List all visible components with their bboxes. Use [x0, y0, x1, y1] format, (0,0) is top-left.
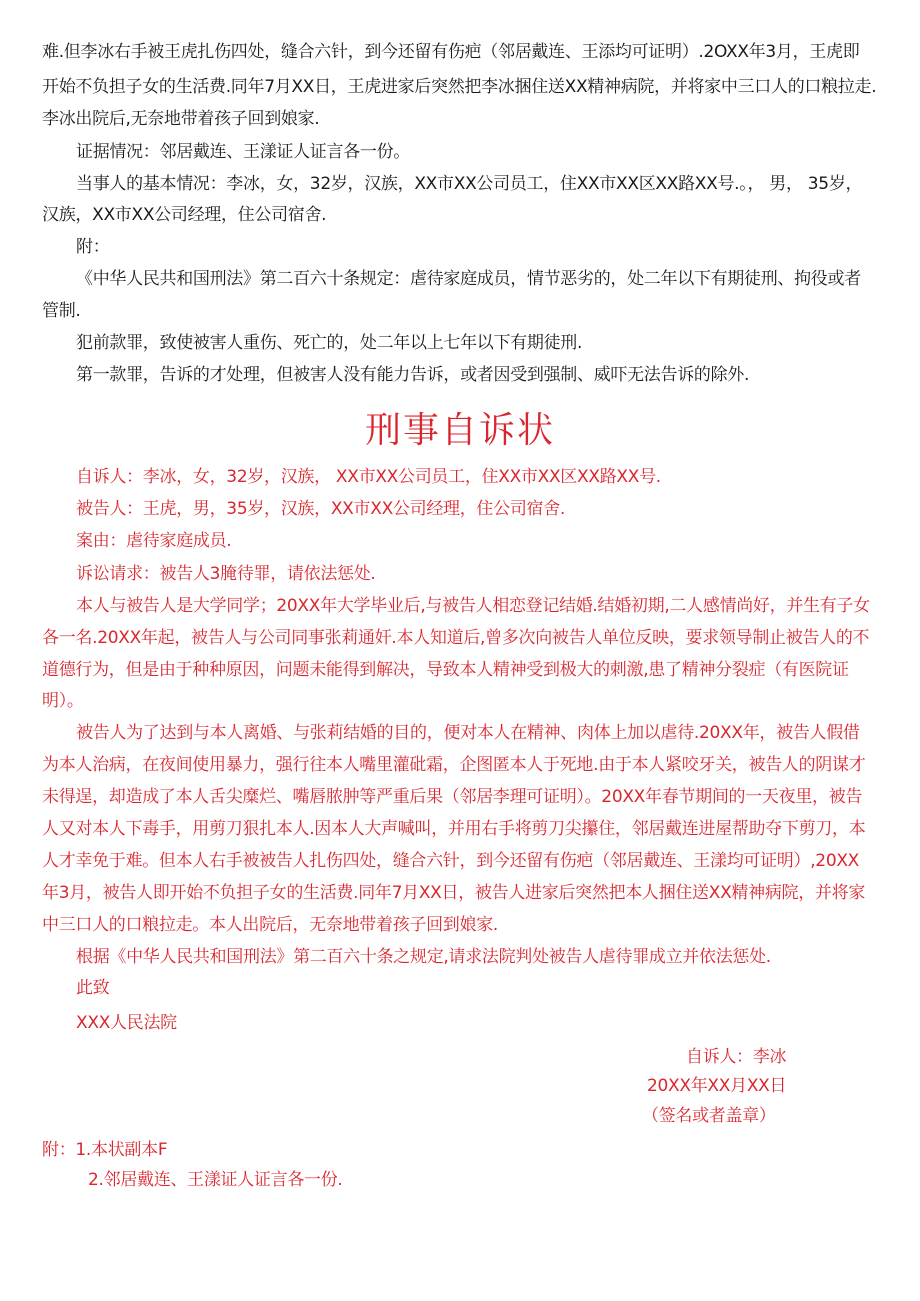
facts-line: 人才幸免于难。但本人右手被被告人扎伤四处，缝合六针，到今还留有伤疤（邻居戴连、王漾均可证明）,20XX [42, 851, 860, 871]
facts-line: 被告人为了达到与本人离婚、与张莉结婚的目的，便对本人在精神、肉体上加以虐待.20XX年，被告人假借 [76, 723, 860, 743]
cause-line: 案由：虐待家庭成员. [76, 531, 232, 551]
claim-line: 诉讼请求：被告人3腌待罪，请依法惩处. [76, 564, 376, 584]
facts-line: 年3月，被告人即开始不负担子女的生活费.同年7月XX日，被告人进家后突然把本人捆住送XX精神病院，并将家 [42, 883, 866, 903]
date-line: 20XX年XX月XX日 [647, 1076, 787, 1096]
facts-line: 各一名.20XX年起，被告人与公司同事张莉通奸.本人知道后,曾多次向被告人单位反映，要求领导制止被告人的不 [42, 628, 870, 648]
facts-line: 明）。 [42, 691, 84, 711]
text-line: 汉族，XX市XX公司经理，住公司宿舍. [42, 205, 327, 225]
appendix-label: 附： [76, 237, 110, 257]
attachment-item: 附：1.本状副本F [42, 1140, 168, 1160]
document-title: 刑事自诉状 [364, 410, 555, 451]
parties-line: 当事人的基本情况：李冰，女，32岁，汉族，XX市XX公司员工，住XX市XX区XX路XX号.。， 男， 35岁， [76, 174, 863, 194]
text-line: 管制. [42, 301, 81, 321]
text-line: 李冰出院后,无奈地带着孩子回到娘家. [42, 109, 320, 129]
text-line: 开始不负担子女的生活费.同年7月XX日，王虎进家后突然把李冰捆住送XX精神病院，并将家中三口人的口粮拉走. [42, 77, 877, 97]
signature-note: （签名或者盖章） [642, 1106, 776, 1126]
court-name: XXX人民法院 [76, 1013, 177, 1033]
law-article-line: 犯前款罪，致使被害人重伤、死亡的，处二年以上七年以下有期徒刑. [76, 333, 583, 353]
facts-line: 本人与被告人是大学同学；20XX年大学毕业后,与被告人相恋登记结婚.结婚初期,二人感情尚好，并生有子女 [76, 596, 870, 616]
signer-line: 自诉人：李冰 [686, 1047, 787, 1067]
text-line: 难.但李冰右手被王虎扎伤四处，缝合六针，到今还留有伤疤（邻居戴连、王添均可证明）.2OXX年3月，王虎即 [42, 42, 860, 62]
facts-line: 道德行为，但是由于种种原因，问题未能得到解决，导致本人精神受到极大的刺激,患了精神分裂症（有医院证 [42, 660, 849, 680]
law-article-line: 《中华人民共和国刑法》第二百六十条规定：虐待家庭成员，情节恶劣的，处二年以下有期徒刑、拘役或者 [76, 269, 861, 289]
defendant-line: 被告人：王虎，男，35岁，汉族，XX市XX公司经理，住公司宿舍. [76, 499, 566, 519]
facts-line: 未得逞，却造成了本人舌尖糜烂、嘴唇脓肿等严重后果（邻居李理可证明）。20XX年春节期间的一天夜里，被告 [42, 787, 863, 807]
closing-salutation: 此致 [76, 978, 110, 998]
facts-line: 人又对本人下毒手，用剪刀狠扎本人.因本人大声喊叫，并用右手将剪刀尖攥住，邻居戴连进屋帮助夺下剪刀，本 [42, 819, 866, 839]
facts-line: 中三口人的口粮拉走。本人出院后，无奈地带着孩子回到娘家. [42, 915, 499, 935]
law-article-line: 第一款罪，告诉的才处理，但被害人没有能力告诉，或者因受到强制、威吓无法告诉的除外. [76, 365, 750, 385]
attachment-item: 2.邻居戴连、王漾证人证言各一份. [88, 1170, 343, 1190]
request-line: 根据《中华人民共和国刑法》第二百六十条之规定,请求法院判处被告人虐待罪成立并依法惩处. [76, 947, 771, 967]
evidence-line: 证据情况：邻居戴连、王漾证人证言各一份。 [76, 142, 410, 162]
facts-line: 为本人治病，在夜间使用暴力，强行往本人嘴里灌砒霜，企图匿本人于死地.由于本人紧咬牙关，被告人的阴谋才 [42, 755, 866, 775]
plaintiff-line: 自诉人：李冰，女，32岁，汉族， XX市XX公司员工，住XX市XX区XX路XX号. [76, 467, 661, 487]
